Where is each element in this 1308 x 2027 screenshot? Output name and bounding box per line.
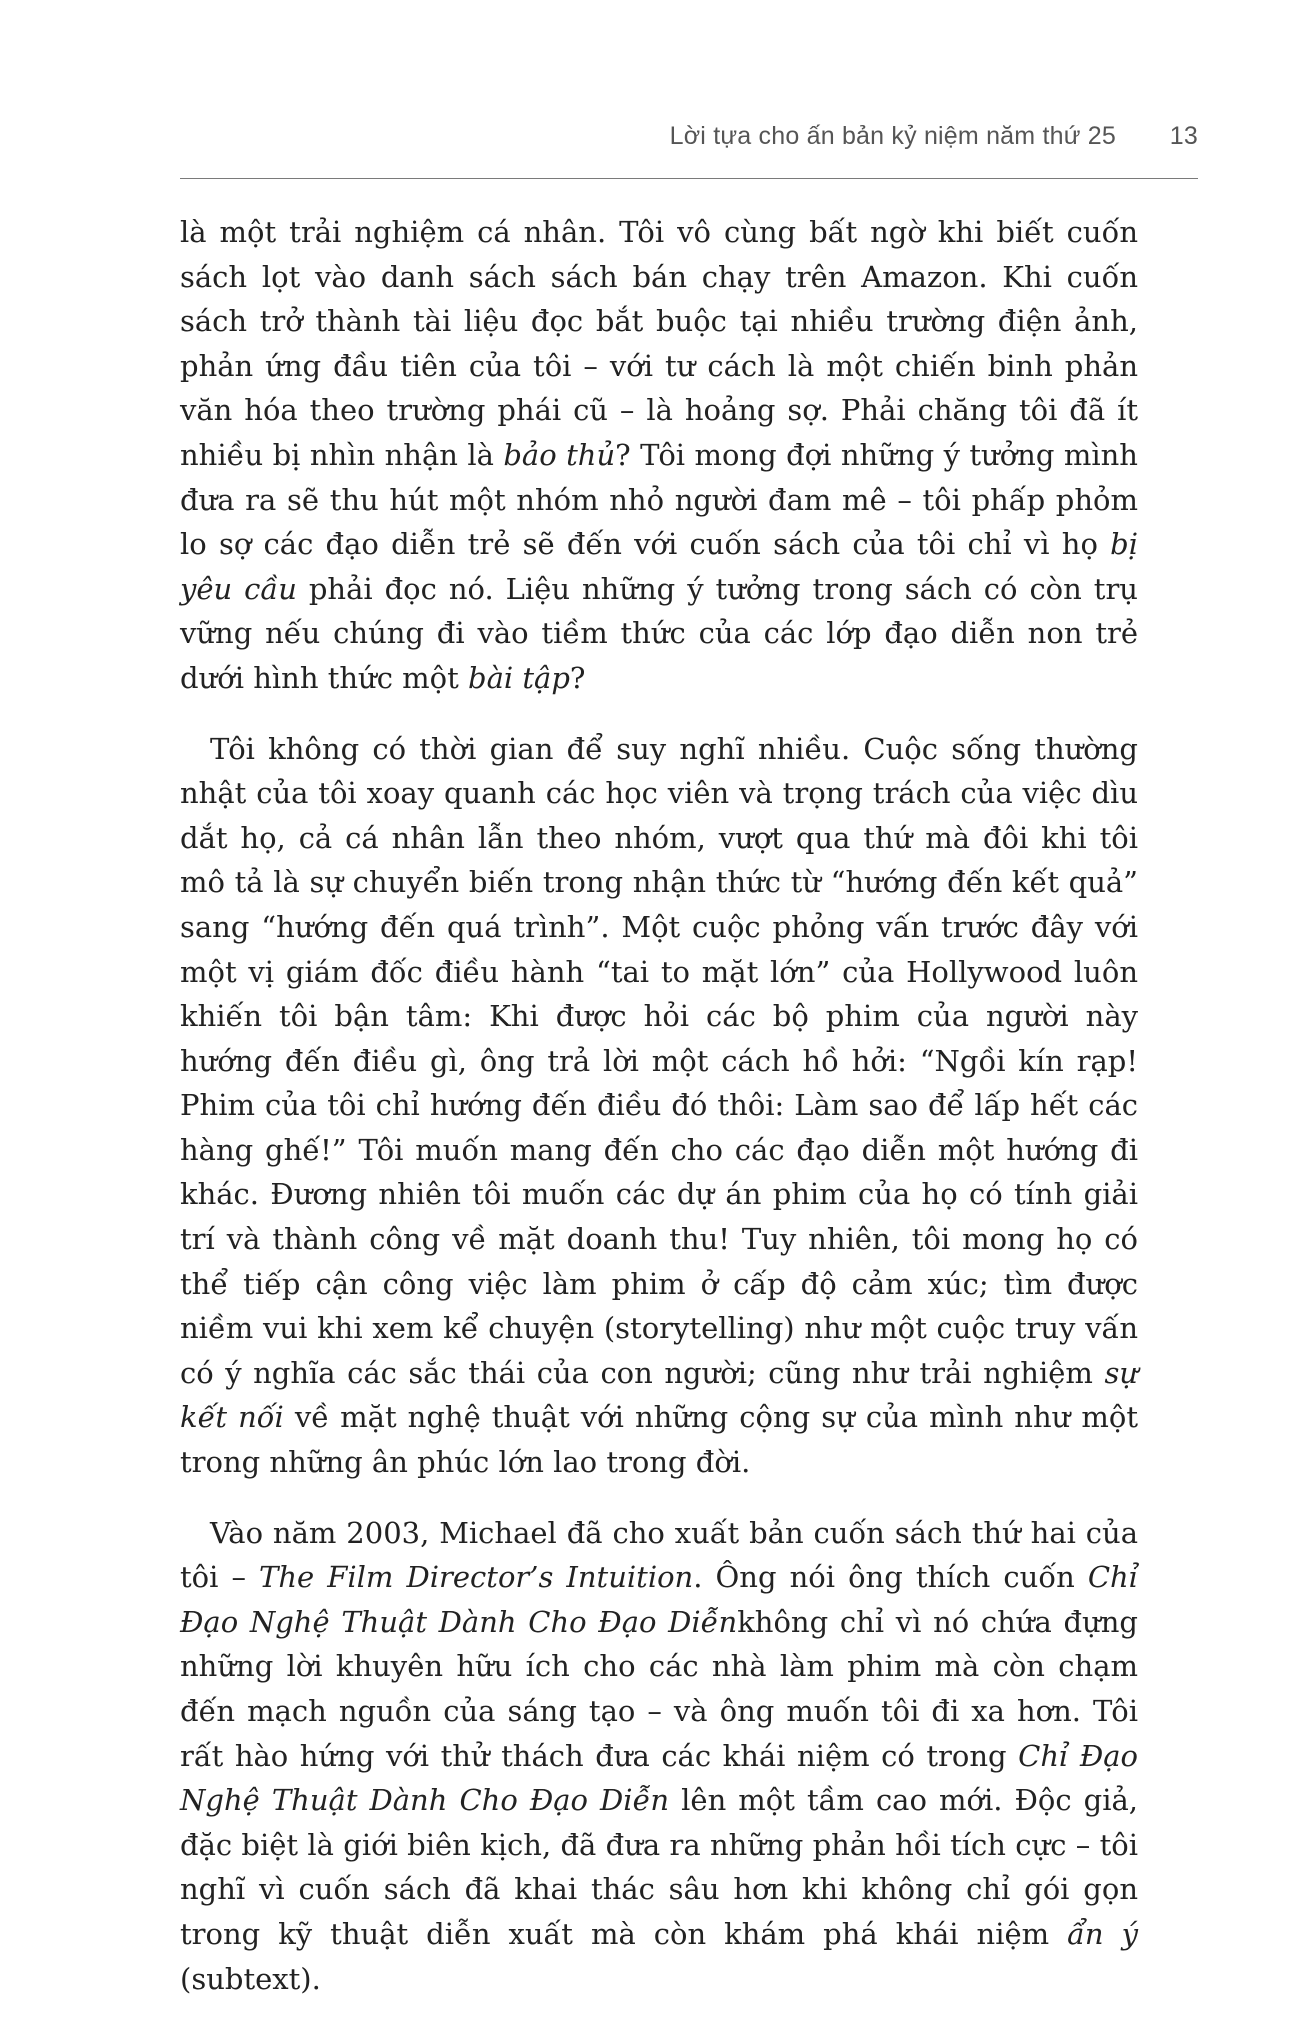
paragraph-2-seg-2: sự kết nối — [180, 1355, 1138, 1435]
paragraph-3-seg-9: (subtext). — [180, 1961, 321, 1996]
header-divider — [180, 178, 1198, 179]
paragraph-3-seg-7: lên một tầm cao mới. Độc giả, đặc biệt là giới biên kịch, đã đưa ra những phản hồi tích cực – tôi nghĩ vì cuốn sách đã khai thác sâu hơn khi không chỉ gói gọn trong kỹ thuật diễn xuất mà còn khám phá khái niệm — [180, 1783, 1138, 1951]
paragraph-1-seg-6: bài tập — [468, 660, 570, 695]
paragraph-3 — [180, 1511, 1138, 2002]
paragraph-3-seg-4: Chỉ Đạo Nghệ Thuật Dành Cho Đạo Diễn — [180, 1560, 1138, 1639]
paragraph-3-seg-2: The Film Director’s Intuition — [259, 1560, 694, 1595]
paragraph-1-seg-3: ? Tôi mong đợi những ý tưởng mình đưa ra sẽ thu hút một nhóm nhỏ người đam mê – tôi phấp phỏm lo sợ các đạo diễn trẻ sẽ đến với cuốn sách của tôi chỉ vì họ — [180, 437, 1138, 562]
paragraph-3-seg-6: Chỉ Đạo Nghệ Thuật Dành Cho Đạo Diễn — [180, 1738, 1138, 1818]
paragraph-1-seg-1: là một trải nghiệm cá nhân. Tôi vô cùng bất ngờ khi biết cuốn sách lọt vào danh sách sách bán chạy trên Amazon. Khi cuốn sách trở thành tài liệu đọc bắt buộc tại nhiều trường điện ảnh, phản ứng đầu tiên của tôi – với tư cách là một chiến binh phản văn hóa theo trường phái cũ – là hoảng sợ. Phải chăng tôi đã ít nhiều bị nhìn nhận là — [180, 215, 1138, 472]
running-title: Lời tựa cho ấn bản kỷ niệm năm thứ 25 — [669, 122, 1116, 150]
page-number: 13 — [1169, 122, 1198, 150]
paragraph-1-seg-2: bảo thủ — [503, 437, 616, 472]
paragraph-2-seg-1: Tôi không có thời gian để suy nghĩ nhiều. Cuộc sống thường nhật của tôi xoay quanh các học viên và trọng trách của việc dìu dắt họ, cả cá nhân lẫn theo nhóm, vượt qua thứ mà đôi khi tôi mô tả là sự chuyển biến trong nhận thức từ “hướng đến kết quả” sang “hướng đến quá trình”. Một cuộc phỏng vấn trước đây với một vị giám đốc điều hành “tai to mặt lớn” của Hollywood luôn khiến tôi bận tâm: Khi được hỏi các bộ phim của người này hướng đến điều gì, ông trả lời một cách hồ hởi: “Ngồi kín rạp! Phim của tôi chỉ hướng đến điều đó thôi: Làm sao để lấp hết các hàng ghế!” Tôi muốn mang đến cho các đạo diễn một hướng đi khác. Đương nhiên tôi muốn các dự án phim của họ có tính giải trí và thành công về mặt doanh thu! Tuy nhiên, tôi mong họ có thể tiếp cận công việc làm phim ở cấp độ cảm xúc; tìm được niềm vui khi xem kể chuyện (storytelling) như một cuộc truy vấn có ý nghĩa các sắc thái của con người; cũng như trải nghiệm — [180, 731, 1138, 1390]
paragraph-3-seg-3: . Ông nói ông thích cuốn — [693, 1560, 1088, 1595]
paragraph-2-seg-3: về mặt nghệ thuật với những cộng sự của mình như một trong những ân phúc lớn lao trong đời. — [180, 1400, 1139, 1480]
paragraph-3-seg-8: ẩn ý — [1067, 1916, 1138, 1951]
running-head — [180, 114, 1198, 164]
paragraph-3-seg-5: không chỉ vì nó chứa đựng những lời khuyên hữu ích cho các nhà làm phim mà còn chạm đến mạch nguồn của sáng tạo – và ông muốn tôi đi xa hơn. Tôi rất hào hứng với thử thách đưa các khái niệm có trong — [180, 1604, 1138, 1773]
paragraph-1-seg-4: bị yêu cầu — [180, 527, 1138, 606]
paragraph-2 — [180, 727, 1138, 1485]
paragraph-1-seg-7: ? — [569, 660, 586, 695]
paragraph-1-seg-5: phải đọc nó. Liệu những ý tưởng trong sách có còn trụ vững nếu chúng đi vào tiềm thức của các lớp đạo diễn non trẻ dưới hình thức một — [180, 571, 1138, 695]
paragraph-3-seg-1: Vào năm 2003, Michael đã cho xuất bản cuốn sách thứ hai của tôi – — [180, 1515, 1138, 1595]
paragraph-1 — [180, 210, 1138, 701]
body-text — [180, 210, 1138, 2027]
